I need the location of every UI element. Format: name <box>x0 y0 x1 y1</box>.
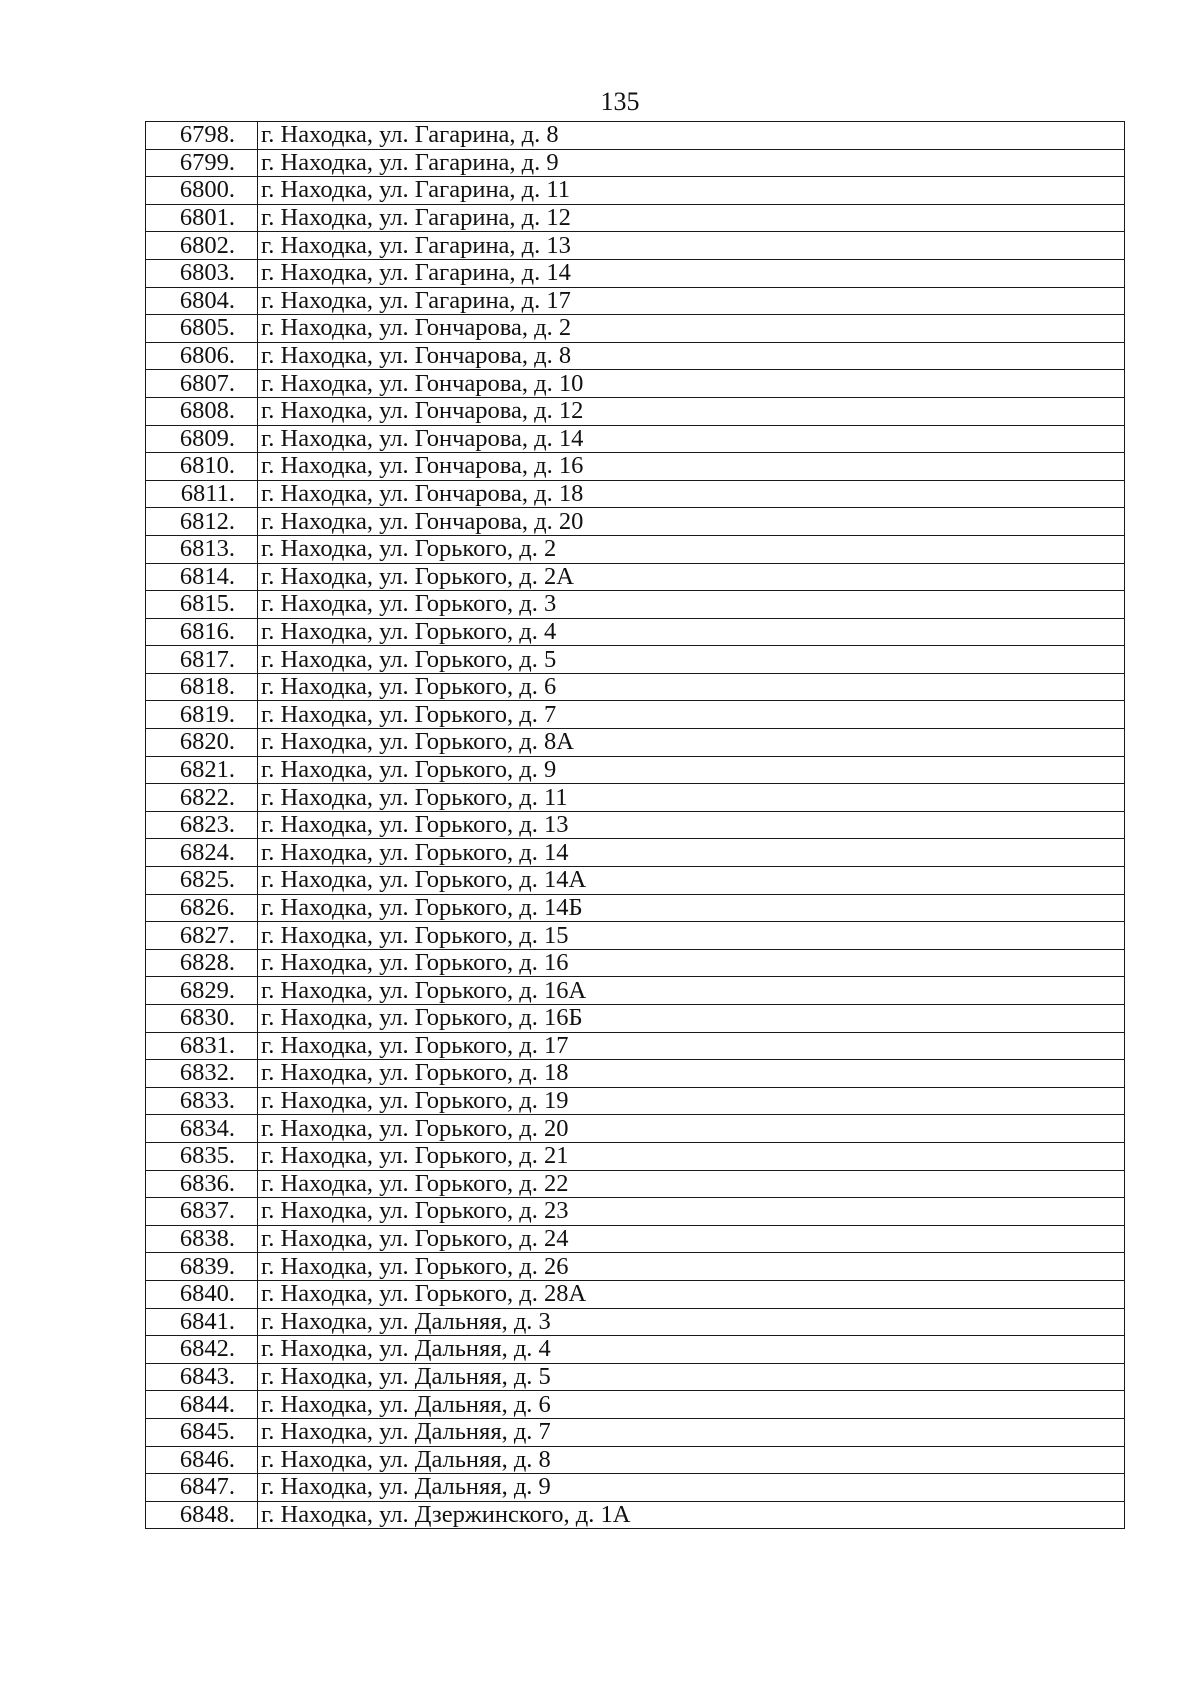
row-number-cell: 6825. <box>146 867 258 895</box>
table-row <box>146 1501 1125 1529</box>
address-cell: г. Находка, ул. Горького, д. 9 <box>258 756 1125 784</box>
table-row <box>146 1446 1125 1474</box>
table-row <box>146 1391 1125 1419</box>
row-number-cell: 6824. <box>146 839 258 867</box>
row-number-cell: 6844. <box>146 1391 258 1419</box>
row-number-cell: 6834. <box>146 1115 258 1143</box>
table-row <box>146 591 1125 619</box>
address-cell: г. Находка, ул. Горького, д. 22 <box>258 1170 1125 1198</box>
table-row <box>146 204 1125 232</box>
row-number-cell: 6847. <box>146 1474 258 1502</box>
page-number: 135 <box>600 87 640 116</box>
row-number-cell: 6803. <box>146 259 258 287</box>
row-number-cell: 6799. <box>146 149 258 177</box>
row-number-cell: 6801. <box>146 204 258 232</box>
address-cell: г. Находка, ул. Гагарина, д. 8 <box>258 122 1125 150</box>
address-cell: г. Находка, ул. Горького, д. 23 <box>258 1198 1125 1226</box>
table-row <box>146 618 1125 646</box>
row-number-cell: 6832. <box>146 1060 258 1088</box>
table-row <box>146 867 1125 895</box>
row-number-cell: 6836. <box>146 1170 258 1198</box>
address-cell: г. Находка, ул. Горького, д. 19 <box>258 1087 1125 1115</box>
row-number-cell: 6835. <box>146 1142 258 1170</box>
address-cell: г. Находка, ул. Горького, д. 28А <box>258 1280 1125 1308</box>
row-number-cell: 6830. <box>146 1005 258 1033</box>
address-cell: г. Находка, ул. Дальняя, д. 4 <box>258 1336 1125 1364</box>
row-number-cell: 6846. <box>146 1446 258 1474</box>
row-number-cell: 6807. <box>146 370 258 398</box>
address-cell: г. Находка, ул. Горького, д. 14Б <box>258 894 1125 922</box>
address-cell: г. Находка, ул. Гончарова, д. 20 <box>258 508 1125 536</box>
table-row <box>146 1474 1125 1502</box>
table-row <box>146 480 1125 508</box>
table-row <box>146 756 1125 784</box>
table-row <box>146 1060 1125 1088</box>
table-row <box>146 1170 1125 1198</box>
address-cell: г. Находка, ул. Горького, д. 2 <box>258 535 1125 563</box>
row-number-cell: 6804. <box>146 287 258 315</box>
row-number-cell: 6800. <box>146 177 258 205</box>
row-number-cell: 6810. <box>146 453 258 481</box>
address-cell: г. Находка, ул. Горького, д. 17 <box>258 1032 1125 1060</box>
table-row <box>146 949 1125 977</box>
address-cell: г. Находка, ул. Горького, д. 16 <box>258 949 1125 977</box>
row-number-cell: 6822. <box>146 784 258 812</box>
address-table-body <box>146 122 1125 1529</box>
address-cell: г. Находка, ул. Горького, д. 6 <box>258 673 1125 701</box>
row-number-cell: 6813. <box>146 535 258 563</box>
table-row <box>146 1005 1125 1033</box>
address-cell: г. Находка, ул. Дальняя, д. 8 <box>258 1446 1125 1474</box>
row-number-cell: 6802. <box>146 232 258 260</box>
table-row <box>146 563 1125 591</box>
row-number-cell: 6840. <box>146 1280 258 1308</box>
address-cell: г. Находка, ул. Гончарова, д. 14 <box>258 425 1125 453</box>
row-number-cell: 6819. <box>146 701 258 729</box>
row-number-cell: 6845. <box>146 1418 258 1446</box>
row-number-cell: 6818. <box>146 673 258 701</box>
address-cell: г. Находка, ул. Дальняя, д. 5 <box>258 1363 1125 1391</box>
row-number-cell: 6805. <box>146 315 258 343</box>
row-number-cell: 6843. <box>146 1363 258 1391</box>
row-number-cell: 6806. <box>146 342 258 370</box>
address-cell: г. Находка, ул. Горького, д. 20 <box>258 1115 1125 1143</box>
row-number-cell: 6842. <box>146 1336 258 1364</box>
address-cell: г. Находка, ул. Гагарина, д. 9 <box>258 149 1125 177</box>
address-cell: г. Находка, ул. Гончарова, д. 16 <box>258 453 1125 481</box>
address-cell: г. Находка, ул. Дальняя, д. 6 <box>258 1391 1125 1419</box>
address-cell: г. Находка, ул. Гагарина, д. 14 <box>258 259 1125 287</box>
table-row <box>146 1198 1125 1226</box>
row-number-cell: 6833. <box>146 1087 258 1115</box>
table-row <box>146 535 1125 563</box>
table-row <box>146 701 1125 729</box>
row-number-cell: 6815. <box>146 591 258 619</box>
table-row <box>146 673 1125 701</box>
table-row <box>146 646 1125 674</box>
row-number-cell: 6823. <box>146 811 258 839</box>
address-cell: г. Находка, ул. Горького, д. 13 <box>258 811 1125 839</box>
row-number-cell: 6829. <box>146 977 258 1005</box>
address-cell: г. Находка, ул. Дальняя, д. 3 <box>258 1308 1125 1336</box>
row-number-cell: 6848. <box>146 1501 258 1529</box>
row-number-cell: 6809. <box>146 425 258 453</box>
row-number-cell: 6828. <box>146 949 258 977</box>
row-number-cell: 6841. <box>146 1308 258 1336</box>
table-row <box>146 1115 1125 1143</box>
address-cell: г. Находка, ул. Гагарина, д. 13 <box>258 232 1125 260</box>
address-cell: г. Находка, ул. Горького, д. 15 <box>258 922 1125 950</box>
table-row <box>146 839 1125 867</box>
table-row <box>146 315 1125 343</box>
row-number-cell: 6812. <box>146 508 258 536</box>
address-cell: г. Находка, ул. Горького, д. 2А <box>258 563 1125 591</box>
row-number-cell: 6808. <box>146 397 258 425</box>
table-row <box>146 177 1125 205</box>
table-row <box>146 1280 1125 1308</box>
row-number-cell: 6838. <box>146 1225 258 1253</box>
address-cell: г. Находка, ул. Горького, д. 3 <box>258 591 1125 619</box>
row-number-cell: 6798. <box>146 122 258 150</box>
table-row <box>146 729 1125 757</box>
address-cell: г. Находка, ул. Горького, д. 11 <box>258 784 1125 812</box>
address-cell: г. Находка, ул. Горького, д. 5 <box>258 646 1125 674</box>
table-row <box>146 922 1125 950</box>
address-cell: г. Находка, ул. Горького, д. 14 <box>258 839 1125 867</box>
table-row <box>146 1363 1125 1391</box>
address-cell: г. Находка, ул. Гончарова, д. 8 <box>258 342 1125 370</box>
address-cell: г. Находка, ул. Дзержинского, д. 1А <box>258 1501 1125 1529</box>
table-row <box>146 287 1125 315</box>
row-number-cell: 6811. <box>146 480 258 508</box>
table-row <box>146 232 1125 260</box>
address-cell: г. Находка, ул. Дальняя, д. 9 <box>258 1474 1125 1502</box>
table-row <box>146 342 1125 370</box>
table-row <box>146 425 1125 453</box>
row-number-cell: 6820. <box>146 729 258 757</box>
table-row <box>146 1142 1125 1170</box>
table-row <box>146 977 1125 1005</box>
address-cell: г. Находка, ул. Дальняя, д. 7 <box>258 1418 1125 1446</box>
table-row <box>146 453 1125 481</box>
table-row <box>146 1336 1125 1364</box>
table-row <box>146 370 1125 398</box>
address-cell: г. Находка, ул. Гончарова, д. 10 <box>258 370 1125 398</box>
table-row <box>146 1253 1125 1281</box>
table-row <box>146 508 1125 536</box>
address-cell: г. Находка, ул. Горького, д. 21 <box>258 1142 1125 1170</box>
address-cell: г. Находка, ул. Горького, д. 16А <box>258 977 1125 1005</box>
address-cell: г. Находка, ул. Горького, д. 24 <box>258 1225 1125 1253</box>
address-cell: г. Находка, ул. Горького, д. 16Б <box>258 1005 1125 1033</box>
row-number-cell: 6839. <box>146 1253 258 1281</box>
address-cell: г. Находка, ул. Гагарина, д. 17 <box>258 287 1125 315</box>
row-number-cell: 6816. <box>146 618 258 646</box>
row-number-cell: 6837. <box>146 1198 258 1226</box>
address-cell: г. Находка, ул. Гагарина, д. 11 <box>258 177 1125 205</box>
table-row <box>146 1032 1125 1060</box>
table-row <box>146 1308 1125 1336</box>
table-row <box>146 397 1125 425</box>
row-number-cell: 6821. <box>146 756 258 784</box>
address-cell: г. Находка, ул. Горького, д. 26 <box>258 1253 1125 1281</box>
table-row <box>146 1087 1125 1115</box>
address-cell: г. Находка, ул. Горького, д. 7 <box>258 701 1125 729</box>
address-cell: г. Находка, ул. Горького, д. 4 <box>258 618 1125 646</box>
table-row <box>146 811 1125 839</box>
row-number-cell: 6814. <box>146 563 258 591</box>
address-cell: г. Находка, ул. Гончарова, д. 2 <box>258 315 1125 343</box>
address-cell: г. Находка, ул. Горького, д. 8А <box>258 729 1125 757</box>
row-number-cell: 6827. <box>146 922 258 950</box>
table-row <box>146 122 1125 150</box>
address-cell: г. Находка, ул. Горького, д. 18 <box>258 1060 1125 1088</box>
row-number-cell: 6831. <box>146 1032 258 1060</box>
table-row <box>146 259 1125 287</box>
address-table <box>145 121 1125 1529</box>
address-cell: г. Находка, ул. Горького, д. 14А <box>258 867 1125 895</box>
table-row <box>146 894 1125 922</box>
address-cell: г. Находка, ул. Гагарина, д. 12 <box>258 204 1125 232</box>
table-row <box>146 1225 1125 1253</box>
address-cell: г. Находка, ул. Гончарова, д. 18 <box>258 480 1125 508</box>
row-number-cell: 6826. <box>146 894 258 922</box>
row-number-cell: 6817. <box>146 646 258 674</box>
table-row <box>146 784 1125 812</box>
table-row <box>146 1418 1125 1446</box>
table-row <box>146 149 1125 177</box>
address-cell: г. Находка, ул. Гончарова, д. 12 <box>258 397 1125 425</box>
